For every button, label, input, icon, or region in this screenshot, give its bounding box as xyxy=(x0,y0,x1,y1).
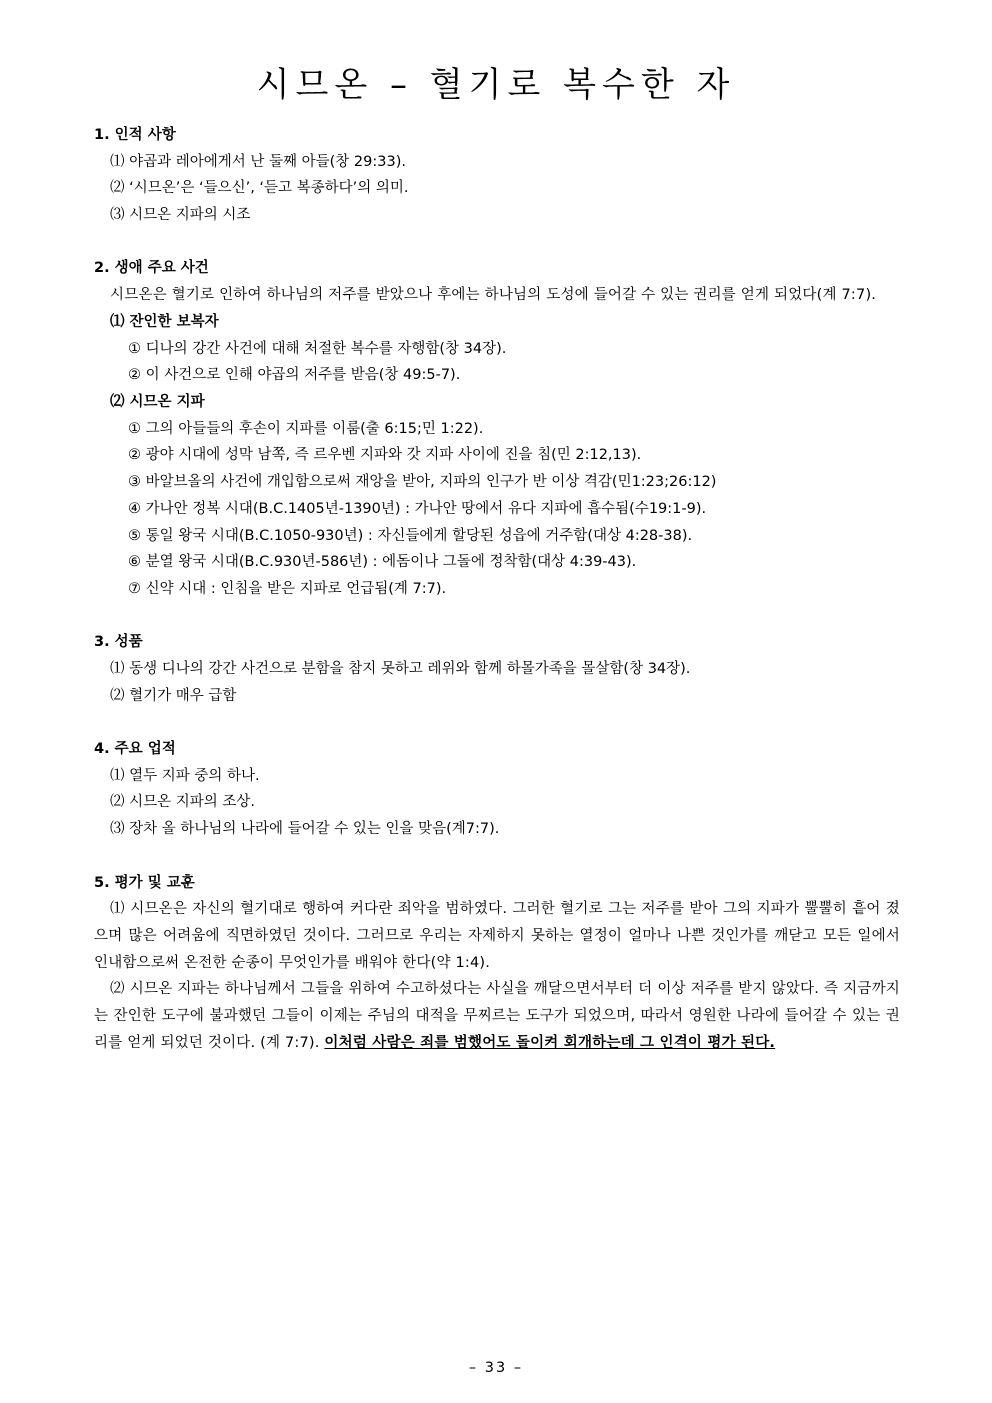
section-heading: 1. 인적 사항 xyxy=(94,127,176,143)
section-intro: 시므온은 혈기로 인하여 하나님의 저주를 받았으나 후에는 하나님의 도성에 들어갈 수 있는 권리를 얻게 되었다(계 7:7). xyxy=(110,287,877,304)
section-heading: 4. 주요 업적 xyxy=(94,741,176,758)
list-item: ② 이 사건으로 인해 야곱의 저주를 받음(창 49:5-7). xyxy=(128,367,461,384)
list-item: ⑴ 야곱과 레아에게서 난 둘째 아들(창 29:33). xyxy=(110,153,406,170)
section-achievements xyxy=(94,736,900,843)
section-evaluation xyxy=(94,870,900,1057)
subsection-heading: ⑵ 시므온 지파 xyxy=(110,393,205,410)
evaluation-paragraph-1: ⑴ 시므온은 자신의 혈기대로 행하여 커다란 죄악을 범하였다. 그러한 혈기로 그는 저주를 받아 그의 지파가 뿔뿔히 흩어 졌으며 많은 어려움에 직면하였던 것이다. 그러므로 우리는 자제하지 못하는 열정이 얼마나 나쁜 것인가를 깨닫고 모든 일에서 인내함으로써 온전한 순종이 무엇인가를 배워야 한다(약 1:4). xyxy=(94,901,900,971)
list-item: ③ 바알브올의 사건에 개입함으로써 재앙을 받아, 지파의 인구가 반 이상 격감(민1:23;26:12) xyxy=(128,474,717,491)
list-item: ⑴ 열두 지파 중의 하나. xyxy=(110,767,260,784)
section-life-events xyxy=(94,255,900,602)
list-item: ④ 가나안 정복 시대(B.C.1405년-1390년) : 가나안 땅에서 유다 지파에 흡수됨(수19:1-9). xyxy=(128,500,707,517)
list-item: ⑵ 혈기가 매우 급함 xyxy=(110,687,237,704)
page-number: – 33 – xyxy=(468,1360,524,1376)
list-item: ② 광야 시대에 성막 남쪽, 즉 르우벤 지파와 갓 지파 사이에 진을 침(민 2:12,13). xyxy=(128,447,642,464)
list-item: ⑶ 장차 올 하나님의 나라에 들어갈 수 있는 인을 맞음(계7:7). xyxy=(110,821,500,838)
list-item: ⑵ 시므온 지파의 조상. xyxy=(110,794,255,811)
section-heading: 5. 평가 및 교훈 xyxy=(94,874,195,891)
evaluation-paragraph-2-text: ⑵ 시므온 지파는 하나님께서 그들을 위하여 수고하셨다는 사실을 깨달으면서부터 더 이상 저주를 받지 않았다. 즉 지금까지는 잔인한 도구에 불과했던 그들이 이제는 주님의 대적을 무찌르는 도구가 되었으며, 따라서 영원한 나라에 들어갈 수 있는 권리를 얻게 되었던 것이다. (계 7:7). xyxy=(94,981,900,1051)
list-item: ⑴ 동생 디나의 강간 사건으로 분함을 참지 못하고 레위와 함께 하몰가족을 몰살함(창 34장). xyxy=(110,660,691,677)
emphasized-conclusion: 이처럼 사람은 죄를 범했어도 돌이켜 회개하는데 그 인격이 평가 된다. xyxy=(324,1034,776,1051)
subsection-heading: ⑴ 잔인한 보복자 xyxy=(110,313,219,330)
list-item: ⑵ ‘시므온’은 ‘들으신’, ‘듣고 복종하다’의 의미. xyxy=(110,180,409,197)
document-body xyxy=(94,122,900,1056)
list-item: ⑦ 신약 시대 : 인침을 받은 지파로 언급됨(계 7:7). xyxy=(128,580,447,597)
section-heading: 3. 성품 xyxy=(94,634,143,651)
list-item: ① 디나의 강간 사건에 대해 처절한 복수를 자행함(창 34장). xyxy=(128,340,507,357)
section-character xyxy=(94,629,900,709)
page-title: 시므온 – 혈기로 복수한 자 xyxy=(256,64,736,105)
list-item: ① 그의 아들들의 후손이 지파를 이룸(출 6:15;민 1:22). xyxy=(128,420,484,437)
list-item: ⑥ 분열 왕국 시대(B.C.930년-586년) : 에돔이나 그돌에 정착함(대상 4:39-43). xyxy=(128,554,637,571)
evaluation-paragraph-2 xyxy=(94,976,900,1056)
list-item: ⑶ 시므온 지파의 시조 xyxy=(110,207,251,224)
section-personal-info xyxy=(94,122,900,229)
list-item: ⑤ 통일 왕국 시대(B.C.1050-930년) : 자신들에게 할당된 성읍에 거주함(대상 4:28-38). xyxy=(128,527,693,544)
section-heading: 2. 생애 주요 사건 xyxy=(94,260,209,277)
